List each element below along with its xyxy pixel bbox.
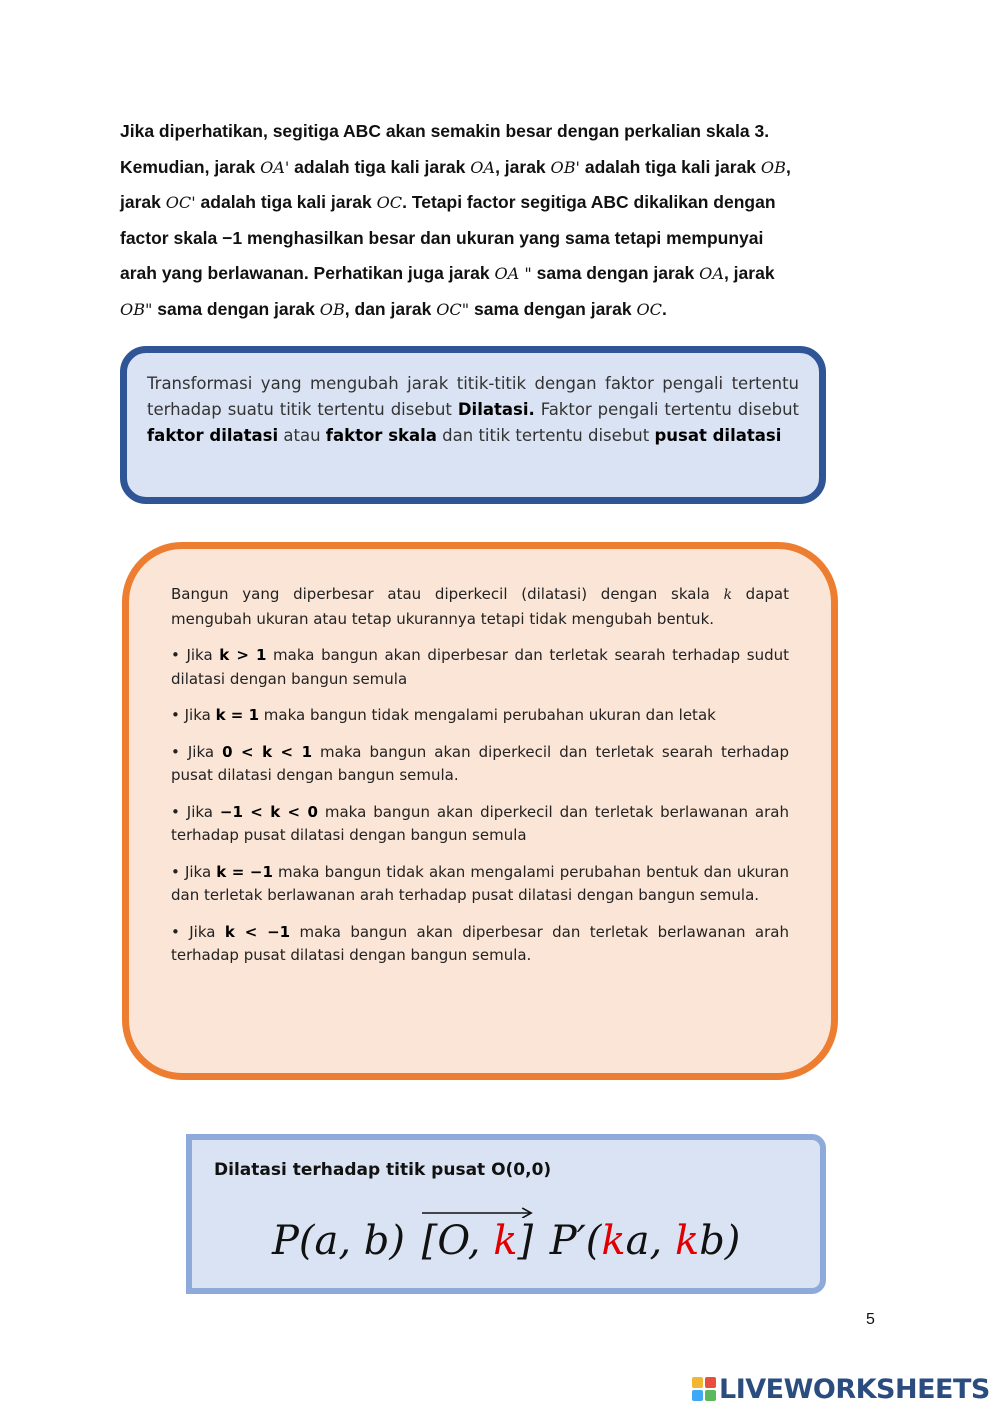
rule-item: • Jika k = 1 maka bangun tidak mengalami perubahan ukuran dan letak bbox=[171, 706, 716, 724]
arrow-right-icon bbox=[422, 1206, 533, 1218]
rule-condition: 0 < k < 1 bbox=[222, 742, 313, 761]
intro-line: Kemudian, jarak OA' adalah tiga kali jarak OA, jarak OB' adalah tiga kali jarak OB, bbox=[120, 156, 791, 177]
dilation-operator: [O, k] bbox=[422, 1214, 533, 1264]
dilation-title: Dilatasi terhadap titik pusat O(0,0) bbox=[214, 1160, 552, 1180]
rule-condition: k = −1 bbox=[216, 862, 273, 881]
definition-box: Transformasi yang mengubah jarak titik-titik dengan faktor pengali tertentu terhadap suatu titik tertentu disebut Dilatasi. Faktor pengali tertentu disebut faktor dilatasi atau faktor skala dan titik tertentu disebut pusat dilatasi bbox=[120, 346, 826, 504]
rule-condition: k = 1 bbox=[215, 706, 260, 724]
term-faktor-skala: faktor skala bbox=[325, 426, 437, 445]
term-dilatasi: Dilatasi. bbox=[457, 400, 535, 419]
rule-item: • Jika k > 1 maka bangun akan diperbesar dan terletak searah terhadap sudut dilatasi dengan bangun semula bbox=[171, 646, 789, 688]
rule-item: • Jika k < −1 maka bangun akan diperbesar dan terletak berlawanan arah terhadap pusat dilatasi dengan bangun semula. bbox=[171, 922, 789, 964]
rules-intro: Bangun yang diperbesar atau diperkecil (dilatasi) dengan skala k dapat mengubah ukuran atau tetap ukurannya tetapi tidak mengubah bentuk. bbox=[171, 585, 789, 628]
brand-logo[interactable] bbox=[692, 1372, 990, 1406]
intro-paragraph bbox=[120, 114, 882, 328]
intro-line: OB" sama dengan jarak OB, dan jarak OC" sama dengan jarak OC. bbox=[120, 298, 667, 319]
rule-item: • Jika −1 < k < 0 maka bangun akan diperkecil dan terletak berlawanan arah terhadap pusat dilatasi dengan bangun semula bbox=[171, 802, 789, 844]
intro-line: factor skala −1 menghasilkan besar dan ukuran yang sama tetapi mempunyai bbox=[120, 227, 764, 248]
intro-line: jarak OC' adalah tiga kali jarak OC. Tetapi factor segitiga ABC dikalikan dengan bbox=[120, 192, 776, 213]
rule-item: • Jika 0 < k < 1 maka bangun akan diperkecil dan terletak searah terhadap pusat dilatasi dengan bangun semula. bbox=[171, 742, 790, 784]
dilation-formula: P(a, b) [O, k] P′(ka, kb) bbox=[272, 1214, 740, 1264]
brand-text: LIVEWORKSHEETS bbox=[719, 1373, 990, 1405]
term-faktor-dilatasi: faktor dilatasi bbox=[147, 426, 279, 445]
intro-line: Jika diperhatikan, segitiga ABC akan semakin besar dengan perkalian skala 3. bbox=[120, 121, 770, 141]
rule-item: • Jika k = −1 maka bangun tidak akan mengalami perubahan bentuk dan ukuran dan terletak berlawanan arah terhadap pusat dilatasi dengan bangun semula. bbox=[171, 862, 790, 904]
page-number: 5 bbox=[866, 1311, 875, 1328]
rules-box bbox=[122, 542, 838, 1080]
rule-condition: −1 < k < 0 bbox=[219, 802, 318, 821]
rule-condition: k < −1 bbox=[224, 922, 291, 941]
term-pusat-dilatasi: pusat dilatasi bbox=[654, 426, 782, 445]
intro-line: arah yang berlawanan. Perhatikan juga jarak OA " sama dengan jarak OA, jarak bbox=[120, 263, 775, 284]
dilation-formula-box bbox=[186, 1134, 826, 1294]
rule-condition: k > 1 bbox=[219, 646, 267, 664]
liveworksheets-logo-icon bbox=[692, 1377, 716, 1401]
